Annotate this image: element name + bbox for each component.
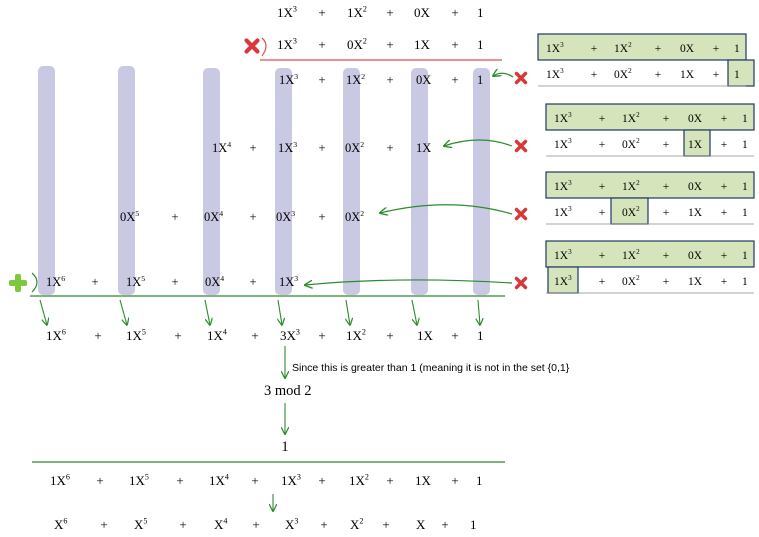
plus-sign: + <box>598 276 606 288</box>
plus-sign: + <box>451 473 459 488</box>
plus-sign: + <box>662 207 670 219</box>
plus-sign: + <box>386 141 394 155</box>
box-b-term: $0X^2$ <box>622 205 640 219</box>
top-b-term: $0X^2$ <box>347 36 367 52</box>
plus-sign: + <box>94 328 102 343</box>
cross-stroke <box>517 210 526 219</box>
plus-sign: + <box>451 5 459 20</box>
plus-sign: + <box>662 181 670 193</box>
mod-result: 1 <box>281 439 289 455</box>
pp3-term: $1X^3$ <box>279 273 299 289</box>
plus-sign: + <box>251 473 259 488</box>
plus-sign: + <box>662 250 670 262</box>
mod-expression: 3 mod 2 <box>264 383 312 399</box>
box-a-term: 1 <box>742 113 748 125</box>
final-term: $X^6$ <box>54 516 68 532</box>
box-b-term: $0X^2$ <box>614 67 632 81</box>
box-b-term: $1X^3$ <box>554 205 572 219</box>
box-highlight <box>728 60 754 86</box>
plus-sign: + <box>662 113 670 125</box>
box-a-term: 1 <box>742 181 748 193</box>
top-b-term: 1X <box>414 37 430 52</box>
rules-and-arrows <box>30 38 513 511</box>
plus-sign: + <box>386 37 394 52</box>
box-a-term: 0X <box>680 43 695 55</box>
box-a-term: 1 <box>742 250 748 262</box>
plus-sign: + <box>654 69 662 81</box>
plus-sign: + <box>171 275 179 289</box>
plus-sign: + <box>441 517 449 532</box>
cross-icon <box>517 210 526 219</box>
plus-icon <box>9 274 27 292</box>
box-b-term: $0X^2$ <box>622 274 640 288</box>
plus-sign: + <box>720 250 728 262</box>
pp0-term: 0X <box>416 73 432 87</box>
final-term: X <box>416 517 426 532</box>
sum-term: $3X^3$ <box>280 327 300 343</box>
operand-box <box>538 34 754 86</box>
plus-sign: + <box>174 328 182 343</box>
pp1-term: $1X^4$ <box>212 139 232 155</box>
plus-sign: + <box>386 5 394 20</box>
final-term: $X^3$ <box>285 516 299 532</box>
operand-boxes <box>538 34 754 293</box>
sum-term: $1X^4$ <box>207 327 227 343</box>
operand-box <box>546 104 754 156</box>
reduced-term: $1X^6$ <box>50 472 70 488</box>
column-bar <box>203 68 220 295</box>
down-arrow <box>278 300 282 325</box>
plus-sign: + <box>386 473 394 488</box>
bracket <box>262 38 266 56</box>
top-b-term: $1X^3$ <box>277 36 297 52</box>
sum-term: 1X <box>417 328 433 343</box>
down-arrow <box>205 300 210 325</box>
column-bar <box>38 66 55 295</box>
box-b-term: $0X^2$ <box>622 137 640 151</box>
box-b-term: 1X <box>680 69 695 81</box>
plus-sign: + <box>249 275 257 289</box>
reduced-term: 1 <box>476 473 483 488</box>
plus-sign: + <box>318 37 326 52</box>
pp2-term: $0X^5$ <box>120 208 140 224</box>
box-b-term: 1 <box>734 69 740 81</box>
box-a-term: $1X^2$ <box>614 41 632 55</box>
cross-stroke <box>517 74 526 83</box>
column-bar <box>473 68 490 295</box>
plus-sign: + <box>590 69 598 81</box>
plus-sign: + <box>171 210 179 224</box>
plus-sign: + <box>386 73 394 87</box>
plus-sign: + <box>318 210 326 224</box>
final-term: $X^5$ <box>134 516 148 532</box>
reduced-term: $1X^3$ <box>281 472 301 488</box>
plus-sign: + <box>318 328 326 343</box>
plus-sign: + <box>590 43 598 55</box>
box-a-term: $1X^3$ <box>554 248 572 262</box>
reduced-term: 1X <box>415 473 431 488</box>
plus-sign: + <box>318 141 326 155</box>
plus-sign: + <box>598 207 606 219</box>
box-a-term: 0X <box>688 250 703 262</box>
column-bar <box>343 68 360 295</box>
box-a-term: $1X^3$ <box>554 111 572 125</box>
sum-term: 1 <box>477 328 484 343</box>
plus-sign: + <box>451 328 459 343</box>
plus-sign: + <box>451 73 459 87</box>
pp0-term: $1X^2$ <box>346 71 366 87</box>
plus-sign: + <box>720 207 728 219</box>
plus-sign: + <box>720 139 728 151</box>
cross-stroke <box>247 41 258 52</box>
box-a-term: 0X <box>688 181 703 193</box>
plus-sign: + <box>712 43 720 55</box>
top-a-term: 0X <box>414 5 430 20</box>
operand-box <box>546 241 754 293</box>
box-b-term: 1 <box>742 276 748 288</box>
top-a-term: $1X^2$ <box>347 4 367 20</box>
down-arrow <box>120 300 127 325</box>
reduced-term: $1X^4$ <box>209 472 229 488</box>
pp0-term: $1X^3$ <box>279 71 299 87</box>
column-bar <box>411 68 428 295</box>
box-a-term: $1X^2$ <box>622 179 640 193</box>
box-b-term: $1X^3$ <box>554 137 572 151</box>
pp3-term: $1X^5$ <box>126 273 146 289</box>
pp1-term: 1X <box>416 141 432 155</box>
down-arrow <box>478 300 480 325</box>
plus-sign: + <box>598 181 606 193</box>
cross-stroke <box>517 142 526 151</box>
plus-sign: + <box>249 210 257 224</box>
plus-sign: + <box>251 328 259 343</box>
plus-sign: + <box>176 473 184 488</box>
bracket <box>32 273 37 292</box>
pp0-term: 1 <box>477 73 484 87</box>
box-b-term: 1X <box>688 139 703 151</box>
pp2-term: $0X^2$ <box>345 208 365 224</box>
box-b-term: $1X^3$ <box>546 67 564 81</box>
pp1-term: $0X^2$ <box>345 139 365 155</box>
box-b-term: $1X^3$ <box>554 274 572 288</box>
status-icons <box>9 41 526 293</box>
plus-sign: + <box>179 517 187 532</box>
cross-icon <box>517 74 526 83</box>
column-bar <box>275 68 292 295</box>
down-arrow <box>346 300 350 325</box>
box-a-term: 1 <box>734 43 740 55</box>
box-b-term: 1 <box>742 207 748 219</box>
final-term: $X^4$ <box>214 516 228 532</box>
pp2-term: $0X^3$ <box>276 208 296 224</box>
plus-v <box>15 274 21 292</box>
box-b-term: 1X <box>688 207 703 219</box>
plus-sign: + <box>382 517 390 532</box>
operand-box <box>546 172 754 224</box>
plus-sign: + <box>598 113 606 125</box>
plus-sign: + <box>320 517 328 532</box>
arrow <box>493 73 513 77</box>
plus-sign: + <box>96 473 104 488</box>
plus-sign: + <box>318 473 326 488</box>
pp2-term: $0X^4$ <box>204 208 224 224</box>
sum-term: $1X^5$ <box>126 327 146 343</box>
pp1-term: $1X^3$ <box>278 139 298 155</box>
final-term: 1 <box>470 517 477 532</box>
column-bar <box>118 66 135 295</box>
column-bars <box>38 66 490 295</box>
plus-sign: + <box>654 43 662 55</box>
plus-sign: + <box>91 275 99 289</box>
plus-sign: + <box>318 73 326 87</box>
reduced-term: $1X^2$ <box>349 472 369 488</box>
top-b-term: 1 <box>477 37 484 52</box>
reduced-term: $1X^5$ <box>129 472 149 488</box>
top-a-term: 1 <box>477 5 484 20</box>
cross-icon <box>517 279 526 288</box>
final-term: $X^2$ <box>350 516 364 532</box>
pp3-term: $0X^4$ <box>205 273 225 289</box>
down-arrow <box>412 300 417 325</box>
plus-sign: + <box>100 517 108 532</box>
box-b-term: 1 <box>742 139 748 151</box>
plus-sign: + <box>318 5 326 20</box>
box-a-term: $1X^2$ <box>622 111 640 125</box>
cross-icon <box>517 142 526 151</box>
cross-stroke <box>517 279 526 288</box>
plus-sign: + <box>662 276 670 288</box>
box-a-term: 0X <box>688 113 703 125</box>
box-a-term: $1X^3$ <box>554 179 572 193</box>
reduction-note: Since this is greater than 1 (meaning it is not in the set {0,1} <box>292 362 570 374</box>
plus-sign: + <box>386 328 394 343</box>
plus-sign: + <box>712 69 720 81</box>
box-a-term: $1X^2$ <box>622 248 640 262</box>
pp3-term: $1X^6$ <box>46 273 66 289</box>
plus-sign: + <box>598 250 606 262</box>
plus-sign: + <box>662 139 670 151</box>
box-a-term: $1X^3$ <box>546 41 564 55</box>
box-b-term: 1X <box>688 276 703 288</box>
cross-icon <box>247 41 258 52</box>
plus-sign: + <box>252 517 260 532</box>
top-a-term: $1X^3$ <box>277 4 297 20</box>
plus-sign: + <box>720 113 728 125</box>
plus-sign: + <box>720 181 728 193</box>
sum-term: $1X^2$ <box>346 327 366 343</box>
plus-sign: + <box>598 139 606 151</box>
down-arrow <box>40 300 47 325</box>
plus-sign: + <box>720 276 728 288</box>
arrow <box>380 205 512 214</box>
sum-term: $1X^6$ <box>46 327 66 343</box>
plus-sign: + <box>451 37 459 52</box>
plus-sign: + <box>249 141 257 155</box>
